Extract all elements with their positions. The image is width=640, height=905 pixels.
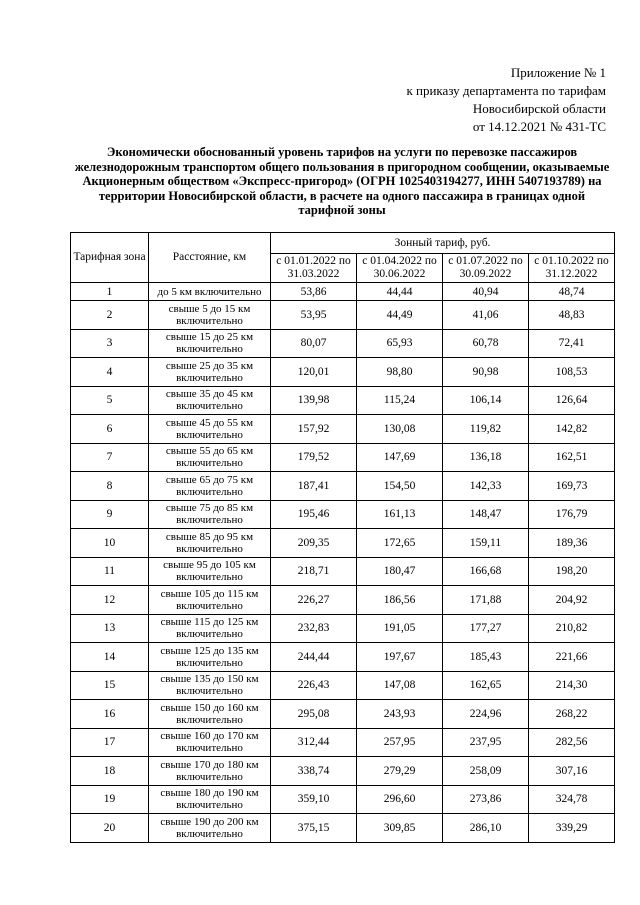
table-row <box>71 643 615 672</box>
tariff-cell-q4: 108,53 <box>529 358 615 387</box>
distance-cell: свыше 75 до 85 км включительно <box>149 500 271 529</box>
distance-cell: свыше 55 до 65 км включительно <box>149 443 271 472</box>
tariff-cell-q2: 161,13 <box>357 500 443 529</box>
tariff-cell-q1: 295,08 <box>271 700 357 729</box>
zone-cell: 7 <box>71 443 149 472</box>
zone-cell: 11 <box>71 557 149 586</box>
tariff-cell-q2: 186,56 <box>357 586 443 615</box>
tariff-cell-q4: 198,20 <box>529 557 615 586</box>
distance-cell: свыше 125 до 135 км включительно <box>149 643 271 672</box>
distance-cell: до 5 км включительно <box>149 283 271 301</box>
tariff-cell-q3: 185,43 <box>443 643 529 672</box>
table-row <box>71 757 615 786</box>
header-period-4: с 01.10.2022 по 31.12.2022 <box>529 254 615 283</box>
tariff-cell-q4: 307,16 <box>529 757 615 786</box>
table-row <box>71 557 615 586</box>
tariff-cell-q2: 180,47 <box>357 557 443 586</box>
tariff-cell-q3: 224,96 <box>443 700 529 729</box>
distance-cell: свыше 160 до 170 км включительно <box>149 728 271 757</box>
tariff-cell-q3: 60,78 <box>443 329 529 358</box>
table-row <box>71 415 615 444</box>
tariff-cell-q1: 226,43 <box>271 671 357 700</box>
tariff-cell-q2: 147,08 <box>357 671 443 700</box>
zone-cell: 18 <box>71 757 149 786</box>
tariff-cell-q2: 257,95 <box>357 728 443 757</box>
distance-cell: свыше 15 до 25 км включительно <box>149 329 271 358</box>
tariff-cell-q4: 176,79 <box>529 500 615 529</box>
tariff-cell-q4: 204,92 <box>529 586 615 615</box>
header-zone: Тарифная зона <box>71 233 149 283</box>
tariff-cell-q2: 172,65 <box>357 529 443 558</box>
distance-cell: свыше 5 до 15 км включительно <box>149 301 271 330</box>
tariff-cell-q2: 243,93 <box>357 700 443 729</box>
header-tariff-group: Зонный тариф, руб. <box>271 233 615 254</box>
tariff-cell-q2: 309,85 <box>357 814 443 843</box>
tariff-cell-q2: 65,93 <box>357 329 443 358</box>
appendix-header <box>406 64 606 136</box>
tariff-cell-q3: 177,27 <box>443 614 529 643</box>
tariff-cell-q4: 214,30 <box>529 671 615 700</box>
table-row <box>71 283 615 301</box>
distance-cell: свыше 25 до 35 км включительно <box>149 358 271 387</box>
tariff-cell-q2: 154,50 <box>357 472 443 501</box>
zone-cell: 17 <box>71 728 149 757</box>
appendix-line-4: от 14.12.2021 № 431-ТС <box>472 119 606 134</box>
tariff-cell-q3: 166,68 <box>443 557 529 586</box>
table-row <box>71 728 615 757</box>
tariff-cell-q4: 72,41 <box>529 329 615 358</box>
tariff-cell-q3: 90,98 <box>443 358 529 387</box>
tariff-cell-q1: 157,92 <box>271 415 357 444</box>
header-period-2: с 01.04.2022 по 30.06.2022 <box>357 254 443 283</box>
tariff-cell-q3: 159,11 <box>443 529 529 558</box>
table-row <box>71 586 615 615</box>
header-distance: Расстояние, км <box>149 233 271 283</box>
appendix-line-3: Новосибирской области <box>472 101 606 116</box>
tariff-cell-q4: 324,78 <box>529 785 615 814</box>
tariff-cell-q4: 210,82 <box>529 614 615 643</box>
tariff-cell-q1: 359,10 <box>271 785 357 814</box>
distance-cell: свыше 150 до 160 км включительно <box>149 700 271 729</box>
tariff-cell-q4: 142,82 <box>529 415 615 444</box>
table-row <box>71 358 615 387</box>
tariff-cell-q3: 273,86 <box>443 785 529 814</box>
tariff-cell-q3: 258,09 <box>443 757 529 786</box>
tariff-cell-q1: 338,74 <box>271 757 357 786</box>
zone-cell: 9 <box>71 500 149 529</box>
tariff-cell-q1: 187,41 <box>271 472 357 501</box>
tariff-cell-q4: 268,22 <box>529 700 615 729</box>
tariff-cell-q3: 40,94 <box>443 283 529 301</box>
tariff-cell-q3: 237,95 <box>443 728 529 757</box>
zone-cell: 5 <box>71 386 149 415</box>
tariff-cell-q1: 179,52 <box>271 443 357 472</box>
table-row <box>71 671 615 700</box>
table-row <box>71 472 615 501</box>
distance-cell: свыше 170 до 180 км включительно <box>149 757 271 786</box>
distance-cell: свыше 105 до 115 км включительно <box>149 586 271 615</box>
table-row <box>71 700 615 729</box>
distance-cell: свыше 180 до 190 км включительно <box>149 785 271 814</box>
tariff-cell-q1: 139,98 <box>271 386 357 415</box>
zone-cell: 4 <box>71 358 149 387</box>
tariff-cell-q2: 115,24 <box>357 386 443 415</box>
tariff-cell-q4: 162,51 <box>529 443 615 472</box>
zone-cell: 8 <box>71 472 149 501</box>
tariff-cell-q2: 130,08 <box>357 415 443 444</box>
document-title: Экономически обоснованный уровень тарифов на услуги по перевозке пассажиров железнодорожным транспортом общего пользования в пригородном сообщении, оказываемые Акционерным обществом «Экспресс-пригород» (ОГРН 1025403194277, ИНН 5407193789) на территории Новосибирской области, в расчете на одного пассажира в границах одной тарифной зоны <box>74 145 610 218</box>
distance-cell: свыше 135 до 150 км включительно <box>149 671 271 700</box>
tariff-cell-q3: 162,65 <box>443 671 529 700</box>
tariff-cell-q1: 312,44 <box>271 728 357 757</box>
tariff-cell-q1: 53,95 <box>271 301 357 330</box>
table-row <box>71 529 615 558</box>
zone-cell: 14 <box>71 643 149 672</box>
table-row <box>71 500 615 529</box>
zone-cell: 2 <box>71 301 149 330</box>
table-row <box>71 814 615 843</box>
tariff-cell-q3: 41,06 <box>443 301 529 330</box>
zone-cell: 6 <box>71 415 149 444</box>
table-row <box>71 614 615 643</box>
table-row <box>71 386 615 415</box>
tariff-cell-q2: 44,49 <box>357 301 443 330</box>
distance-cell: свыше 85 до 95 км включительно <box>149 529 271 558</box>
distance-cell: свыше 95 до 105 км включительно <box>149 557 271 586</box>
tariff-cell-q1: 209,35 <box>271 529 357 558</box>
header-period-3: с 01.07.2022 по 30.09.2022 <box>443 254 529 283</box>
tariff-cell-q3: 119,82 <box>443 415 529 444</box>
tariff-cell-q1: 80,07 <box>271 329 357 358</box>
zone-cell: 19 <box>71 785 149 814</box>
tariff-cell-q4: 126,64 <box>529 386 615 415</box>
appendix-line-1: Приложение № 1 <box>510 65 606 80</box>
tariff-cell-q3: 136,18 <box>443 443 529 472</box>
tariff-cell-q4: 221,66 <box>529 643 615 672</box>
zone-cell: 15 <box>71 671 149 700</box>
tariff-cell-q4: 48,83 <box>529 301 615 330</box>
tariff-cell-q2: 197,67 <box>357 643 443 672</box>
zone-cell: 16 <box>71 700 149 729</box>
zone-cell: 20 <box>71 814 149 843</box>
table-row <box>71 785 615 814</box>
zone-cell: 1 <box>71 283 149 301</box>
distance-cell: свыше 190 до 200 км включительно <box>149 814 271 843</box>
tariff-table <box>70 232 615 843</box>
table-row <box>71 301 615 330</box>
tariff-cell-q2: 147,69 <box>357 443 443 472</box>
tariff-cell-q1: 195,46 <box>271 500 357 529</box>
tariff-cell-q1: 120,01 <box>271 358 357 387</box>
tariff-cell-q2: 191,05 <box>357 614 443 643</box>
distance-cell: свыше 35 до 45 км включительно <box>149 386 271 415</box>
zone-cell: 13 <box>71 614 149 643</box>
tariff-cell-q1: 232,83 <box>271 614 357 643</box>
tariff-cell-q3: 286,10 <box>443 814 529 843</box>
zone-cell: 3 <box>71 329 149 358</box>
tariff-cell-q2: 279,29 <box>357 757 443 786</box>
appendix-line-2: к приказу департамента по тарифам <box>406 83 606 98</box>
zone-cell: 12 <box>71 586 149 615</box>
header-period-1: с 01.01.2022 по 31.03.2022 <box>271 254 357 283</box>
tariff-cell-q3: 148,47 <box>443 500 529 529</box>
tariff-cell-q4: 339,29 <box>529 814 615 843</box>
zone-cell: 10 <box>71 529 149 558</box>
tariff-cell-q1: 375,15 <box>271 814 357 843</box>
tariff-cell-q4: 48,74 <box>529 283 615 301</box>
table-row <box>71 443 615 472</box>
tariff-cell-q3: 142,33 <box>443 472 529 501</box>
tariff-cell-q2: 44,44 <box>357 283 443 301</box>
tariff-cell-q4: 282,56 <box>529 728 615 757</box>
tariff-cell-q1: 244,44 <box>271 643 357 672</box>
tariff-table-body <box>71 283 615 843</box>
tariff-cell-q3: 171,88 <box>443 586 529 615</box>
distance-cell: свыше 65 до 75 км включительно <box>149 472 271 501</box>
tariff-cell-q4: 189,36 <box>529 529 615 558</box>
distance-cell: свыше 45 до 55 км включительно <box>149 415 271 444</box>
tariff-cell-q3: 106,14 <box>443 386 529 415</box>
tariff-cell-q2: 98,80 <box>357 358 443 387</box>
table-row <box>71 329 615 358</box>
tariff-cell-q1: 226,27 <box>271 586 357 615</box>
tariff-cell-q1: 53,86 <box>271 283 357 301</box>
distance-cell: свыше 115 до 125 км включительно <box>149 614 271 643</box>
tariff-cell-q4: 169,73 <box>529 472 615 501</box>
tariff-cell-q2: 296,60 <box>357 785 443 814</box>
tariff-cell-q1: 218,71 <box>271 557 357 586</box>
